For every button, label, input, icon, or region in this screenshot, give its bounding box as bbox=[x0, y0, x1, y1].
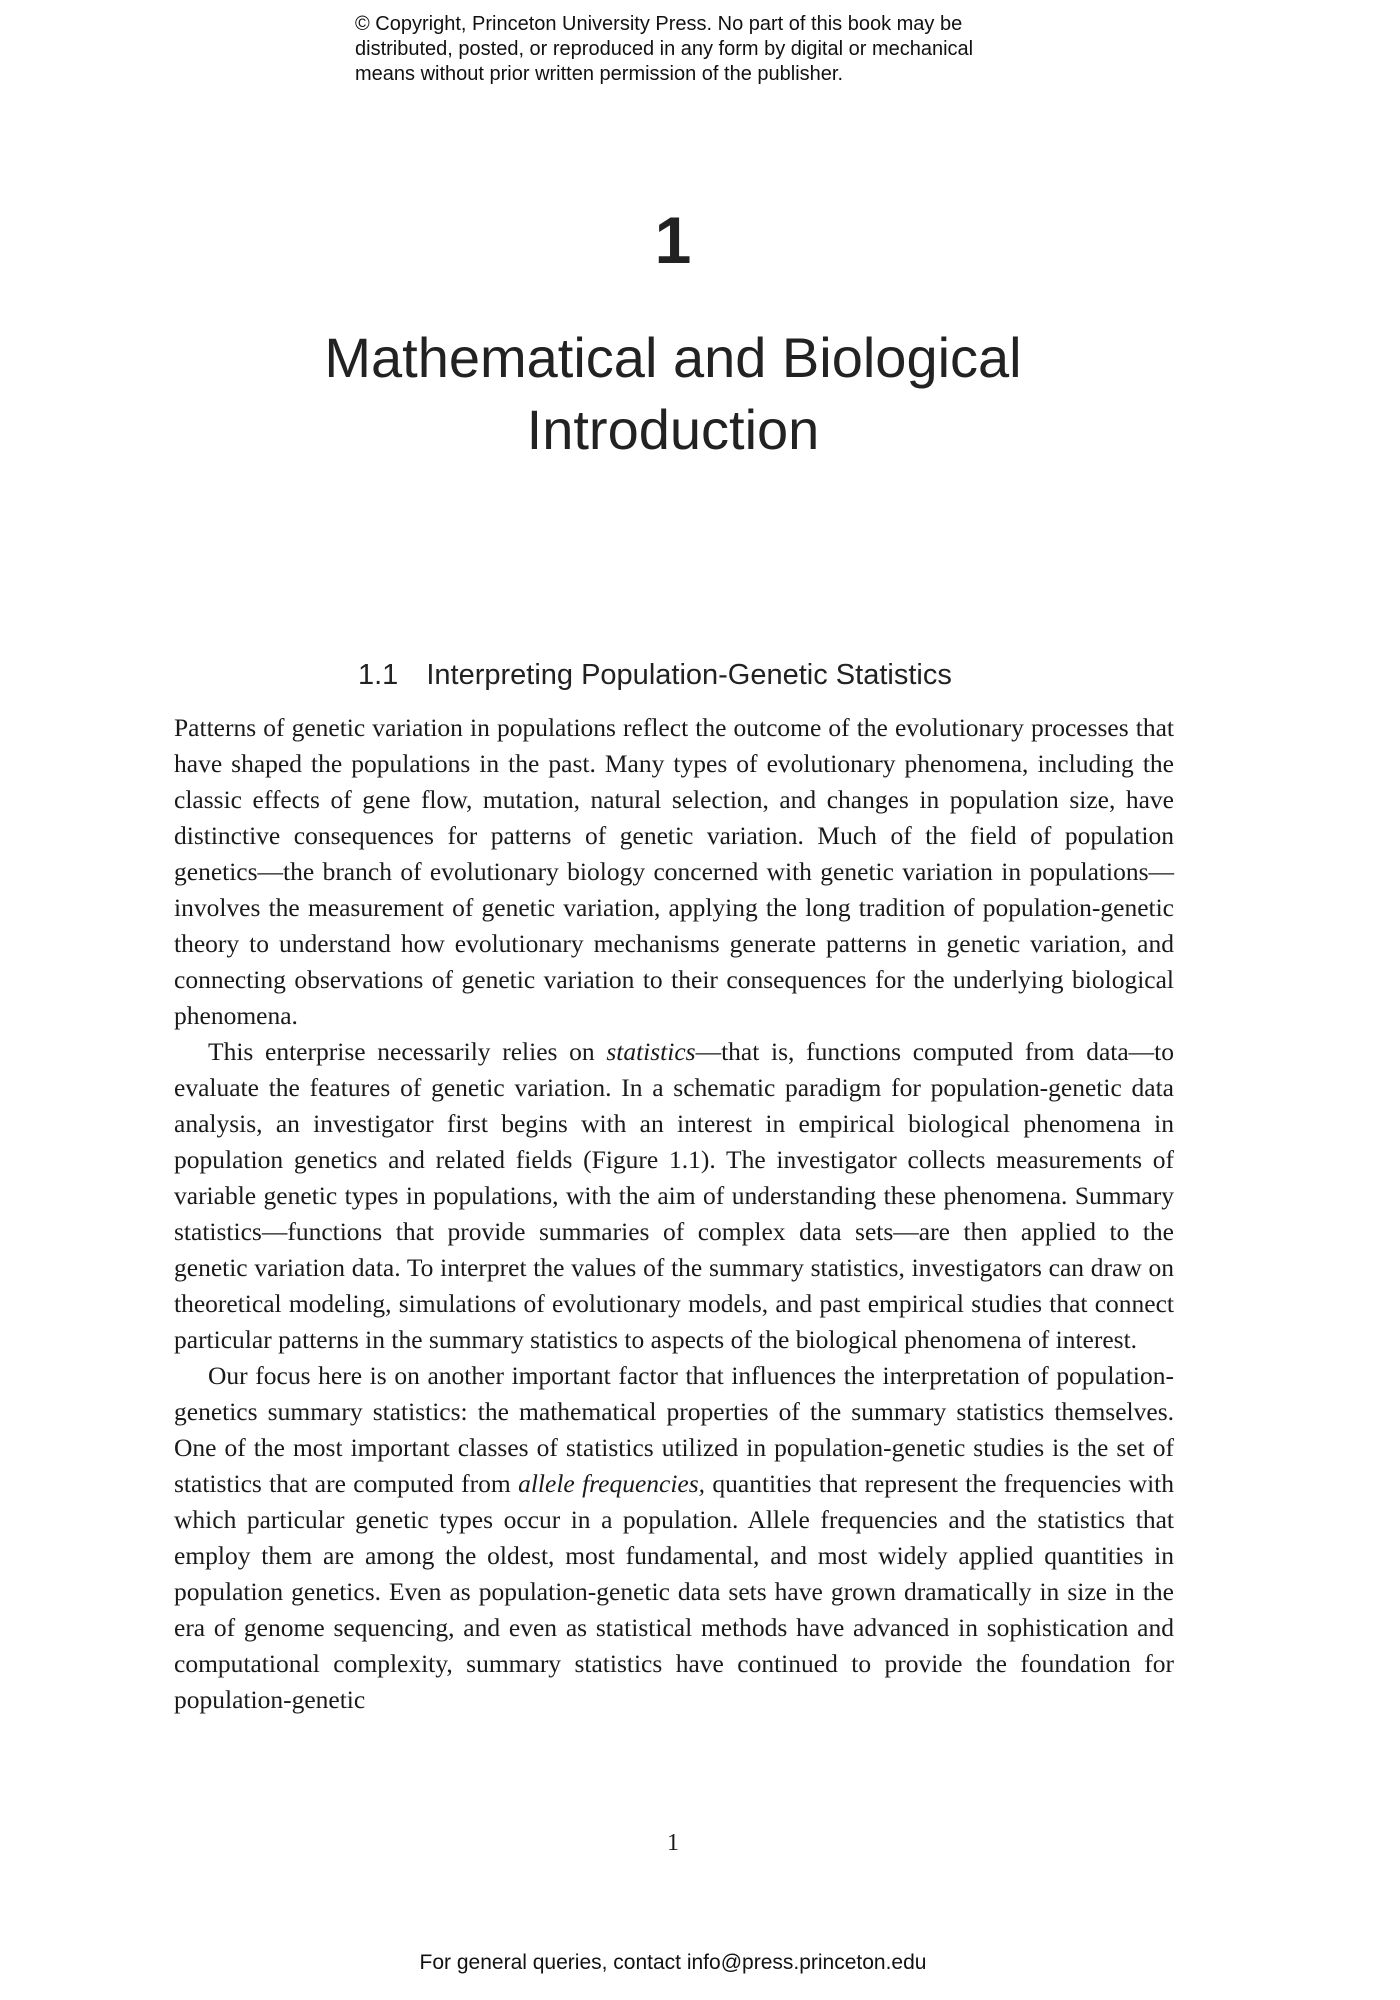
copyright-line-1: © Copyright, Princeton University Press. No part of this book may be bbox=[355, 13, 963, 35]
section-title: Interpreting Population-Genetic Statistics bbox=[426, 659, 952, 691]
footer-contact: For general queries, contact info@press.princeton.edu bbox=[419, 1951, 927, 1974]
paragraph-2-text-before: This enterprise necessarily relies on bbox=[208, 1037, 607, 1066]
page-number: 1 bbox=[667, 1830, 679, 1856]
chapter-title bbox=[0, 322, 1346, 466]
paragraph-3-text-before: Our focus here is on another important factor that influences the interpretation of population-genetics summary statistics: the mathematical properties of the summary statistics themselves. One of the most important classes of statistics utilized in population-genetic studies is the set of statistics that are computed from bbox=[174, 1361, 1174, 1498]
section-number: 1.1 bbox=[358, 659, 399, 691]
copyright-notice bbox=[355, 12, 1115, 87]
paragraph-2-text-after: —that is, functions computed from data—to evaluate the features of genetic variation. In a schematic paradigm for population-genetic data analysis, an investigator first begins with an interest in empirical biological phenomena in population genetics and related fields (Figure 1.1). The investigator collects measurements of variable genetic types in populations, with the aim of understanding these phenomena. Summary statistics—functions that provide summaries of complex data sets—are then applied to the genetic variation data. To interpret the values of the summary statistics, investigators can draw on theoretical modeling, simulations of evolutionary models, and past empirical studies that connect particular patterns in the summary statistics to aspects of the biological phenomena of interest. bbox=[174, 1037, 1175, 1354]
paragraph-3-emphasis: allele frequencies, bbox=[518, 1469, 706, 1498]
body-text bbox=[174, 710, 1174, 1718]
chapter-number: 1 bbox=[654, 203, 692, 277]
paragraph-3 bbox=[174, 1358, 1174, 1718]
paragraph-3-text-after: quantities that represent the frequencies with which particular genetic types occur in a population. Allele frequencies and the statistics that employ them are among the oldest, most fundamental, and most widely applied quantities in population genetics. Even as population-genetic data sets have grown dramatically in size in the era of genome sequencing, and even as statistical methods have advanced in sophistication and computational complexity, summary statistics have continued to provide the foundation for population-genetic bbox=[174, 1469, 1174, 1714]
section-heading bbox=[358, 655, 952, 695]
paragraph-2-emphasis: statistics bbox=[606, 1037, 696, 1066]
copyright-line-2: distributed, posted, or reproduced in any form by digital or mechanical bbox=[355, 38, 974, 60]
chapter-title-line-2: Introduction bbox=[526, 398, 820, 461]
paragraph-1: Patterns of genetic variation in populations reflect the outcome of the evolutionary processes that have shaped the populations in the past. Many types of evolutionary phenomena, including the classic effects of gene flow, mutation, natural selection, and changes in population size, have distinctive consequences for patterns of genetic variation. Much of the field of population genetics—the branch of evolutionary biology concerned with genetic variation in populations—involves the measurement of genetic variation, applying the long tradition of population-genetic theory to understand how evolutionary mechanisms generate patterns in genetic variation, and connecting observations of genetic variation to their consequences for the underlying biological phenomena. bbox=[174, 713, 1174, 1030]
chapter-title-line-1: Mathematical and Biological bbox=[324, 326, 1022, 389]
copyright-line-3: means without prior written permission of the publisher. bbox=[355, 63, 844, 85]
paragraph-2 bbox=[174, 1034, 1174, 1358]
